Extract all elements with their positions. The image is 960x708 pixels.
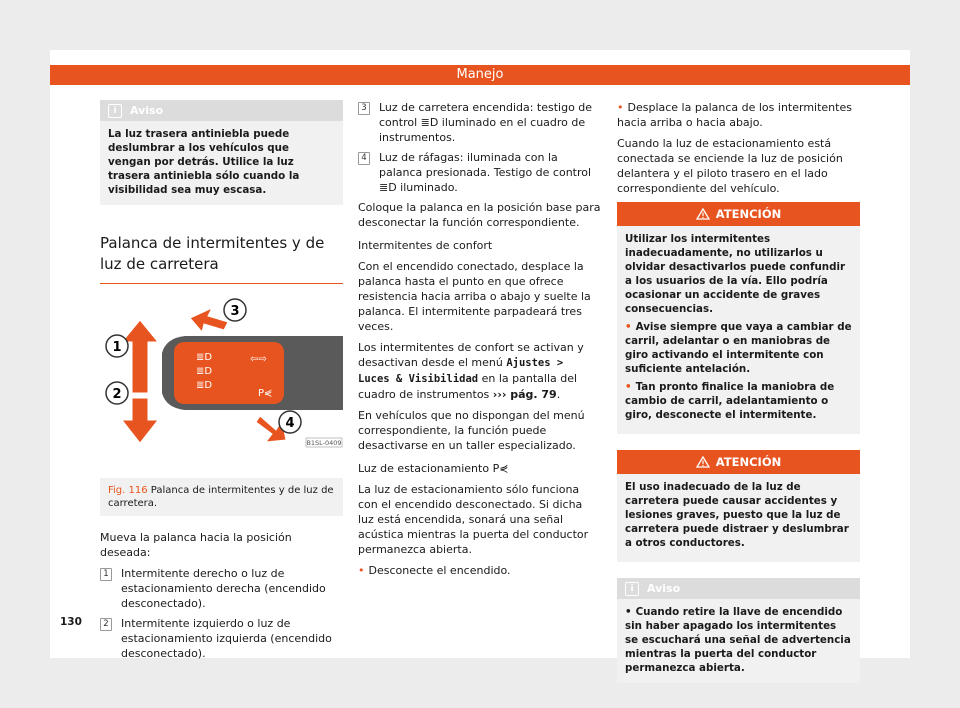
section-title: Palanca de intermitentes y de luz de carretera: [100, 233, 343, 284]
warning-triangle-icon: [696, 456, 710, 468]
column-3: [617, 100, 860, 683]
bullet-icon: •: [625, 606, 632, 618]
figure-lever: [100, 298, 343, 478]
warning-title: ATENCIÓN: [715, 206, 782, 221]
bullet-item: [358, 563, 601, 578]
warning-triangle-icon: [696, 208, 710, 220]
paragraph: Coloque la palanca en la posición base para desconectar la función correspondiente.: [358, 201, 601, 229]
warning-text: Utilizar los intermitentes inadecuadamente, no utilizarlos u olvidar desactivarlos puede confundir a los usuarios de la vía. Ello podría ocasionar un accidente de graves consecuencias.: [625, 233, 846, 315]
paragraph: Con el encendido conectado, desplace la palanca hasta el punto en que ofrece resistencia hacia arriba o abajo y suelte la palanca. El intermitente parpadeará tres veces.: [358, 260, 591, 333]
notice-title: Aviso: [130, 104, 164, 117]
list-item: [100, 616, 343, 661]
low-beam-symbol: ≣D: [196, 366, 213, 377]
item-text: Luz de carretera encendida: testigo de control ≣D iluminado en el cuadro de instrumentos.: [379, 101, 593, 144]
menu-path: Ajustes > Luces & Visibilidad: [358, 357, 564, 385]
warning-bullet: [625, 320, 852, 376]
bullet-item: [617, 100, 860, 130]
bullet-icon: •: [617, 101, 624, 114]
page-number: 130: [60, 616, 82, 628]
callout-3-label: 3: [230, 304, 240, 319]
turn-signal-symbol: ⇦⇨: [250, 354, 267, 365]
figure-code: B1SL-0409: [306, 439, 342, 447]
column-1: [100, 100, 343, 666]
item-number: 3: [358, 102, 370, 115]
list-item: [358, 150, 601, 195]
callout-4-label: 4: [285, 416, 295, 431]
notice-text: La luz trasera antiniebla puede deslumbrar a los vehículos que vengan por detrás. Utilice la luz trasera antiniebla sólo cuando la visibilidad sea muy escasa.: [108, 128, 300, 196]
warning-body: [617, 226, 860, 434]
subheading: Luz de estacionamiento P⋞: [358, 462, 509, 475]
warning-header: [617, 450, 860, 474]
caption-label: Fig. 116: [108, 485, 148, 496]
warning-header: [617, 202, 860, 226]
warning-box: [617, 450, 860, 562]
arrow-toward-icon: [190, 308, 228, 332]
notice-box: [100, 100, 343, 205]
figure-caption: [100, 478, 343, 516]
high-beam-symbol: ≣D: [196, 352, 213, 363]
item-text: Intermitente derecho o luz de estacionamiento derecha (encendido desconectado).: [121, 567, 326, 610]
bullet-icon: •: [625, 381, 632, 393]
bullet-text: Tan pronto finalice la maniobra de cambio de carril, adelantamiento o giro, desconecte el intermitente.: [625, 381, 835, 421]
arrow-up-icon: [122, 320, 158, 393]
bullet-icon: •: [625, 321, 632, 333]
paragraph-text: en la pantalla del cuadro de instrumentos: [358, 372, 578, 401]
paragraph: En vehículos que no dispongan del menú correspondiente, la función puede desactivarse en un taller especializado.: [358, 409, 585, 452]
bullet-text: Avise siempre que vaya a cambiar de carril, adelantar o en maniobras de giro activando el intermitente con suficiente antelación.: [625, 321, 852, 375]
warning-bullet: [625, 380, 852, 422]
item-number: 1: [100, 568, 112, 581]
notice-body: [617, 599, 860, 683]
item-number: 4: [358, 152, 370, 165]
callout-2-label: 2: [112, 387, 122, 402]
list-item: [100, 566, 343, 611]
notice-title: Aviso: [647, 582, 681, 595]
paragraph-text: Los intermitentes de confort se activan y desactivan desde el menú: [358, 341, 584, 369]
info-icon: i: [108, 104, 122, 118]
paragraph-text: .: [556, 388, 561, 401]
section-header: Manejo: [50, 65, 910, 85]
paragraph: [358, 340, 601, 402]
caption-text: Palanca de intermitentes y de luz de carretera.: [108, 485, 334, 509]
parking-symbol: P⋞: [258, 388, 273, 399]
notice-header: [617, 578, 860, 599]
paragraph: La luz de estacionamiento sólo funciona con el encendido desconectado. Si dicha luz está encendida, sonará una señal acústica mientras la puerta del conductor permanezca abierta.: [358, 483, 589, 556]
item-text: Luz de ráfagas: iluminada con la palanca presionada. Testigo de control ≣D iluminado.: [379, 151, 592, 194]
warning-title: ATENCIÓN: [715, 454, 782, 469]
flash-symbol: ≣D: [196, 380, 213, 391]
info-icon: i: [625, 582, 639, 596]
arrow-down-icon: [122, 398, 158, 443]
warning-text: El uso inadecuado de la luz de carretera puede causar accidentes y lesiones graves, puesto que la luz de carretera puede distraer y deslumbrar a otros conductores.: [625, 481, 849, 549]
warning-body: [617, 474, 860, 562]
callout-1-label: 1: [112, 340, 122, 355]
item-number: 2: [100, 618, 112, 631]
notice-box: [617, 578, 860, 683]
page-reference-link[interactable]: ››› pág. 79: [492, 388, 557, 401]
column-2: [358, 100, 601, 584]
warning-box: [617, 202, 860, 434]
notice-text: Cuando retire la llave de encendido sin haber apagado los intermitentes se escuchará una señal de advertencia mientras la puerta del conductor permanezca abierta.: [625, 606, 851, 674]
bullet-icon: •: [358, 564, 365, 577]
intro-text: Mueva la palanca hacia la posición deseada:: [100, 531, 292, 559]
subheading: Intermitentes de confort: [358, 239, 493, 252]
list-item: [358, 100, 601, 145]
bullet-text: Desconecte el encendido.: [368, 564, 511, 577]
paragraph: Cuando la luz de estacionamiento está conectada se enciende la luz de posición delantera y el piloto trasero en el lado correspondiente del vehículo.: [617, 137, 843, 195]
item-text: Intermitente izquierdo o luz de estacionamiento izquierda (encendido desconectado).: [121, 617, 332, 660]
notice-header: [100, 100, 343, 121]
bullet-text: Desplace la palanca de los intermitentes hacia arriba o hacia abajo.: [617, 101, 852, 129]
lever-illustration: [100, 298, 343, 478]
